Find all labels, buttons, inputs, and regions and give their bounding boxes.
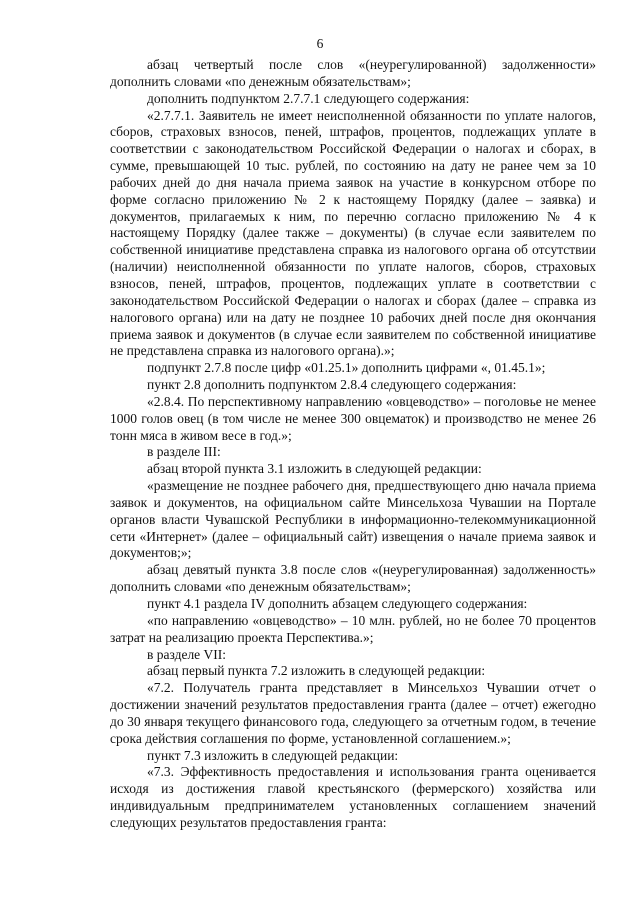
paragraph: «7.2. Получатель гранта представляет в Минсельхоз Чувашии отчет о достижении значений результатов предоставления гранта (далее – отчет) ежегодно до 30 января текущего финансового года, следующего за отчетным годом, в течение срока действия соглашения по форме, установленной соглашением.»;	[110, 680, 596, 746]
paragraph: пункт 2.8 дополнить подпунктом 2.8.4 следующего содержания:	[147, 377, 517, 393]
paragraph: пункт 7.3 изложить в следующей редакции:	[147, 747, 399, 763]
paragraph: «7.3. Эффективность предоставления и использования гранта оценивается исходя из достижения главой крестьянского (фермерского) хозяйства или индивидуальным предпринимателем установленных соглашением значений следующих результатов предоставления гранта:	[110, 764, 596, 830]
paragraph: пункт 4.1 раздела IV дополнить абзацем следующего содержания:	[147, 596, 528, 611]
paragraph: «2.8.4. По перспективному направлению «овцеводство» – поголовье не менее 1000 голов овец (в том числе не менее 300 овцематок) и производство не менее 26 тонн мяса в живом весе в год.»;	[110, 393, 596, 443]
paragraph: абзац девятый пункта 3.8 после слов «(неурегулированная) задолженность» дополнить словами «по денежным обязательствам»;	[110, 562, 596, 595]
page-number: 6	[316, 36, 324, 51]
paragraph: подпункт 2.7.8 после цифр «01.25.1» дополнить цифрами «, 01.45.1»;	[147, 360, 546, 376]
paragraph: абзац четвертый после слов «(неурегулированной) задолженности» дополнить словами «по денежным обязательствам»;	[110, 57, 596, 89]
paragraph: в разделе VII:	[147, 646, 227, 662]
paragraph: «по направлению «овцеводство» – 10 млн. рублей, но не более 70 процентов затрат на реализацию проекта Перспектива.»;	[110, 612, 596, 645]
paragraph: абзац первый пункта 7.2 изложить в следующей редакции:	[147, 663, 486, 679]
paragraph: «размещение не позднее рабочего дня, предшествующего дню начала приема заявок и документов, на официальном сайте Минсельхоза Чувашии на Портале органов власти Чувашской Республики в информационно-телекоммуникационной сети «Интернет» (далее – официальный сайт) извещения о начале приема заявок и документов;»;	[110, 478, 596, 561]
document-body	[110, 57, 596, 832]
paragraph: «2.7.7.1. Заявитель не имеет неисполненной обязанности по уплате налогов, сборов, страховых взносов, пеней, штрафов, процентов, подлежащих уплате в соответствии с законодательством Российской Федерации о налогах и сборах, в сумме, превышающей 10 тыс. рублей, по состоянию на дату не ранее чем за 10 рабочих дней до дня начала приема заявок на участие в конкурсном отборе по форме согласно приложению № 2 к настоящему Порядку (далее – заявка) и документов, прилагаемых к ним, по перечню согласно приложению № 4 к настоящему Порядку (далее также – документы) (в случае если заявителем по собственной инициативе представлена справка из налогового органа об отсутствии (наличии) неисполненной обязанности по уплате налогов, сборов, страховых взносов, пеней, штрафов, процентов, подлежащих уплате в соответствии с законодательством Российской Федерации о налогах и сборах (далее – справка из налогового органа) или на дату не позднее 10 рабочих дней после дня окончания приема заявок и документов (в случае если заявителем по собственной инициативе не представлена справка из налогового органа).»;	[110, 107, 596, 359]
paragraph: дополнить подпунктом 2.7.7.1 следующего содержания:	[147, 90, 470, 106]
paragraph: абзац второй пункта 3.1 изложить в следующей редакции:	[147, 461, 482, 477]
paragraph: в разделе III:	[147, 444, 221, 460]
